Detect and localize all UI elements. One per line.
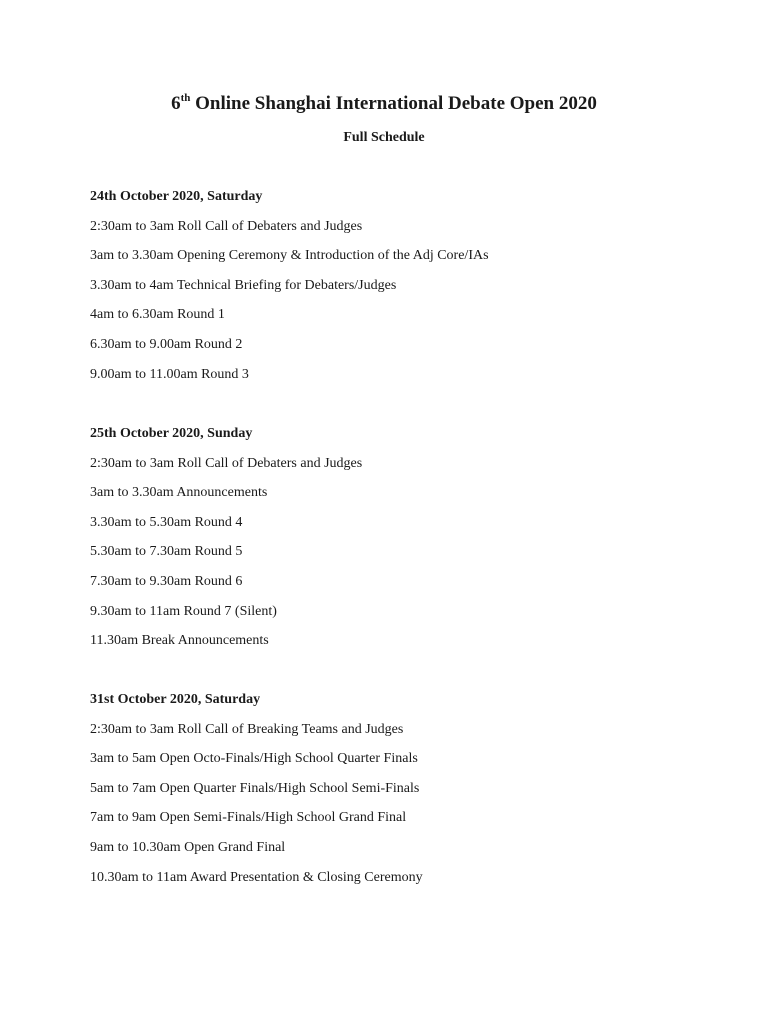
title-text: Online Shanghai International Debate Open 2020: [190, 93, 597, 114]
schedule-entry: 3.30am to 4am Technical Briefing for Debaters/Judges: [90, 277, 397, 293]
day-heading: 25th October 2020, Sunday: [90, 426, 253, 441]
schedule-entry: 2:30am to 3am Roll Call of Breaking Teams and Judges: [90, 721, 404, 737]
schedule-entry: 3am to 3.30am Opening Ceremony & Introduction of the Adj Core/IAs: [90, 248, 489, 264]
day-heading: 24th October 2020, Saturday: [90, 189, 263, 204]
schedule-entry: 10.30am to 11am Award Presentation & Closing Ceremony: [90, 869, 423, 885]
schedule-day-2: [90, 424, 730, 661]
schedule-entry: 7.30am to 9.30am Round 6: [90, 573, 243, 589]
document-title: [0, 92, 768, 116]
title-ordinal-suffix: th: [180, 92, 191, 104]
schedule-entry: 11.30am Break Announcements: [90, 633, 269, 649]
schedule-entry: 3.30am to 5.30am Round 4: [90, 514, 243, 530]
schedule-entry: 2:30am to 3am Roll Call of Debaters and Judges: [90, 455, 363, 471]
schedule-entry: 4am to 6.30am Round 1: [90, 307, 225, 323]
schedule-entry: 9am to 10.30am Open Grand Final: [90, 839, 286, 855]
schedule-entry: 7am to 9am Open Semi-Finals/High School Grand Final: [90, 810, 407, 826]
schedule-entry: 5.30am to 7.30am Round 5: [90, 544, 243, 560]
schedule-day-1: [90, 187, 730, 394]
day-heading: 31st October 2020, Saturday: [90, 692, 261, 707]
schedule-entry: 6.30am to 9.00am Round 2: [90, 336, 243, 352]
schedule-entry: 9.30am to 11am Round 7 (Silent): [90, 603, 277, 619]
schedule-entry: 3am to 3.30am Announcements: [90, 485, 268, 501]
document-subtitle: Full Schedule: [343, 130, 425, 145]
schedule-day-3: [90, 690, 730, 897]
schedule-entry: 3am to 5am Open Octo-Finals/High School Quarter Finals: [90, 751, 418, 767]
schedule-entry: 2:30am to 3am Roll Call of Debaters and Judges: [90, 218, 363, 234]
title-ordinal-number: 6: [171, 93, 181, 114]
schedule-entry: 9.00am to 11.00am Round 3: [90, 366, 249, 382]
schedule-entry: 5am to 7am Open Quarter Finals/High School Semi-Finals: [90, 780, 420, 796]
